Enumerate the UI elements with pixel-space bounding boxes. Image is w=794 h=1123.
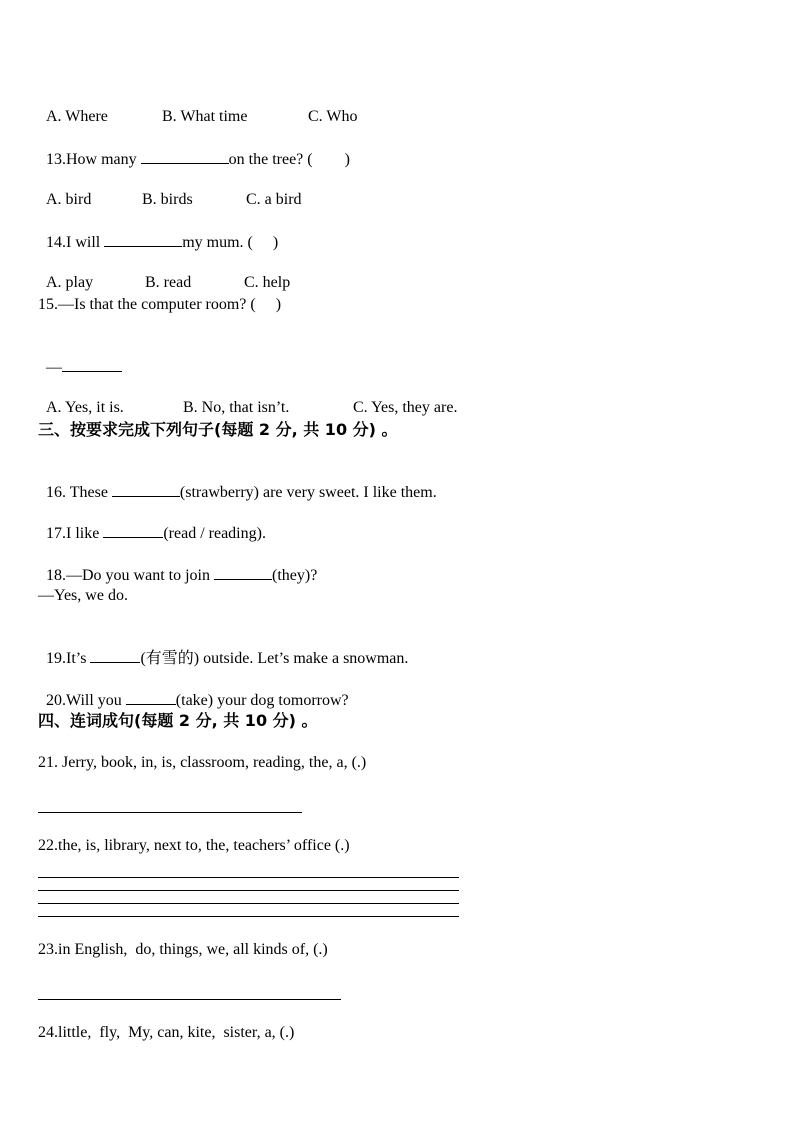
q12-option-b: B. What time	[162, 108, 248, 125]
q14-options	[38, 253, 290, 293]
q23-question: 23.in English, do, things, we, all kinds of, (.)	[38, 941, 328, 958]
q13-option-a: A. bird	[46, 191, 92, 208]
q16-question	[38, 462, 437, 503]
section-3-heading: 三、按要求完成下列句子(每题 2 分, 共 10 分) 。	[38, 420, 398, 439]
q24-question: 24.little, fly, My, can, kite, sister, a, (.)	[38, 1024, 295, 1041]
q13-question	[38, 129, 350, 170]
q17-answer-blank[interactable]	[103, 523, 163, 538]
q18-text-post: (they)?	[272, 567, 318, 584]
q13-option-c: C. a bird	[246, 191, 302, 208]
q15-option-b: B. No, that isn’t.	[183, 399, 290, 416]
q14-question	[38, 212, 278, 253]
q14-answer-blank[interactable]	[104, 232, 182, 247]
q15-option-a: A. Yes, it is.	[46, 399, 124, 416]
q14-option-c: C. help	[244, 274, 291, 291]
q16-text-post: (strawberry) are very sweet. I like them.	[179, 484, 437, 501]
q14-option-a: A. play	[46, 274, 94, 291]
q15-dash: —	[46, 359, 62, 376]
q14-text-pre: 14.I will	[46, 234, 105, 251]
q15-answer-line	[38, 337, 122, 378]
q22-answer-line-3[interactable]	[38, 903, 459, 904]
q19-text-pre: 19.It’s	[46, 650, 91, 667]
q18-reply: —Yes, we do.	[38, 587, 128, 604]
q17-text-post: (read / reading).	[163, 525, 266, 542]
q13-option-b: B. birds	[142, 191, 193, 208]
q14-text-post: my mum. ( )	[182, 234, 279, 251]
q16-answer-blank[interactable]	[112, 482, 180, 497]
q22-answer-line-4[interactable]	[38, 916, 459, 917]
q13-answer-blank[interactable]	[141, 149, 229, 164]
q20-question	[38, 670, 349, 711]
q17-text-pre: 17.I like	[46, 525, 104, 542]
q19-text-post: (有雪的) outside. Let’s make a snowman.	[140, 650, 409, 667]
q12-option-a: A. Where	[46, 108, 108, 125]
q20-text-pre: 20.Will you	[46, 692, 126, 709]
q15-option-c: C. Yes, they are.	[353, 399, 458, 416]
q19-answer-blank[interactable]	[90, 648, 140, 663]
q21-answer-line[interactable]	[38, 812, 302, 813]
q14-option-b: B. read	[145, 274, 192, 291]
q21-question: 21. Jerry, book, in, is, classroom, reading, the, a, (.)	[38, 754, 367, 771]
q15-options	[38, 378, 457, 418]
q15-question: 15.—Is that the computer room? ( )	[38, 296, 282, 313]
q12-options	[38, 87, 357, 127]
q22-question: 22.the, is, library, next to, the, teachers’ office (.)	[38, 837, 350, 854]
q18-answer-blank[interactable]	[214, 565, 272, 580]
q12-option-c: C. Who	[308, 108, 358, 125]
q20-text-post: (take) your dog tomorrow?	[175, 692, 349, 709]
q13-options	[38, 170, 302, 210]
q13-text-pre: 13.How many	[46, 151, 141, 168]
q13-text-post: on the tree? ( )	[228, 151, 350, 168]
q17-question	[38, 503, 266, 544]
q23-answer-line[interactable]	[38, 999, 341, 1000]
q16-text-pre: 16. These	[46, 484, 112, 501]
q22-answer-line-2[interactable]	[38, 890, 459, 891]
q18-text-pre: 18.—Do you want to join	[46, 567, 214, 584]
q15-answer-blank[interactable]	[62, 357, 122, 372]
q18-question	[38, 545, 317, 586]
q20-answer-blank[interactable]	[126, 690, 176, 705]
q22-answer-line-1[interactable]	[38, 877, 459, 878]
section-4-heading: 四、连词成句(每题 2 分, 共 10 分) 。	[38, 711, 318, 730]
q19-question	[38, 628, 408, 669]
